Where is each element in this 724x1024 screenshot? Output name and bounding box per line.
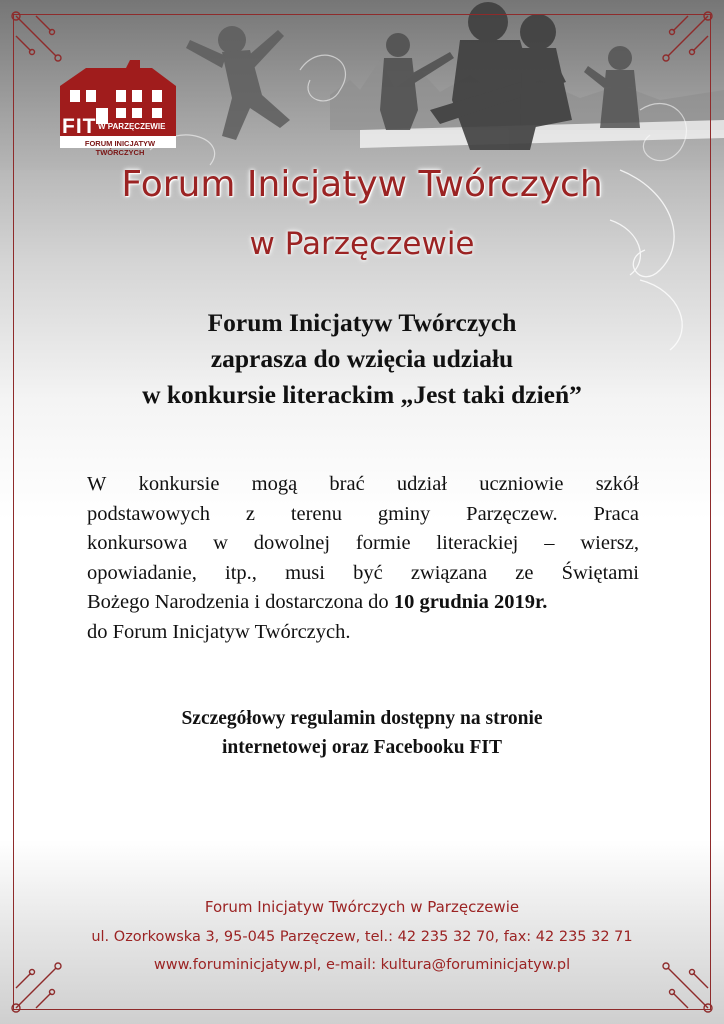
footer-web: www.foruminicjatyw.pl, e-mail: kultura@foruminicjatyw.pl	[153, 957, 571, 973]
description-line	[87, 618, 639, 648]
description-line	[87, 470, 639, 500]
word: uczniowie	[479, 473, 564, 495]
contact-footer	[0, 896, 724, 978]
word: w	[213, 532, 228, 555]
invitation-line: w konkursie literackim „Jest taki dzień”	[142, 380, 582, 409]
word: Praca	[593, 502, 639, 525]
corner-ornament-icon	[648, 6, 718, 76]
invitation-line: Forum Inicjatyw Twórczych	[207, 308, 517, 337]
logo-place: W PARZĘCZEWIE	[98, 122, 166, 131]
word: konkursie	[138, 473, 220, 495]
page-title: Forum Inicjatyw Twórczych	[121, 164, 603, 205]
word: być	[353, 561, 383, 584]
word: terenu	[290, 502, 343, 525]
rules-info	[0, 704, 724, 762]
word: udział	[396, 473, 448, 495]
word: z	[245, 502, 255, 525]
word: konkursowa	[87, 532, 188, 555]
logo-full-name: FORUM INICJATYW TWÓRCZYCH	[84, 139, 156, 157]
rules-line: Szczegółowy regulamin dostępny na stronie	[181, 708, 543, 729]
word: szkół	[595, 473, 639, 495]
page-subtitle: w Parzęczewie	[249, 226, 475, 262]
deadline-date: 10 grudnia 2019r.	[393, 591, 548, 614]
word: związana	[410, 561, 488, 584]
word: ze	[515, 561, 534, 584]
word: podstawowych	[87, 502, 210, 525]
invitation-heading	[0, 305, 724, 413]
description-line	[87, 588, 639, 618]
footer-org: Forum Inicjatyw Twórczych w Parzęczewie	[204, 898, 520, 916]
word: gminy	[377, 502, 431, 525]
word: opowiadanie,	[87, 561, 197, 584]
footer-address: ul. Ozorkowska 3, 95-045 Parzęczew, tel.: 42 235 32 70, fax: 42 235 32 71	[91, 929, 633, 945]
contest-description	[87, 470, 639, 648]
description-line	[87, 529, 639, 559]
description-line	[87, 559, 639, 589]
word: Świętami	[561, 561, 639, 584]
word: literackiej	[436, 532, 519, 555]
description-line	[87, 500, 639, 530]
word: brać	[329, 473, 365, 495]
rules-line: internetowej oraz Facebooku FIT	[222, 737, 502, 758]
logo-short: FIT	[62, 115, 97, 138]
word: do Forum Inicjatyw Twórczych.	[87, 620, 351, 643]
word: –	[544, 532, 555, 555]
word: itp.,	[225, 561, 257, 584]
word: mogą	[251, 473, 298, 495]
word: dowolnej	[253, 532, 331, 555]
word: formie	[355, 532, 411, 555]
word: musi	[285, 561, 325, 584]
invitation-line: zaprasza do wzięcia udziału	[210, 344, 514, 373]
word: wiersz,	[580, 532, 639, 555]
word: Parzęczew.	[466, 502, 558, 525]
word: W	[87, 473, 107, 495]
word: Bożego Narodzenia i dostarczona do	[87, 591, 389, 614]
